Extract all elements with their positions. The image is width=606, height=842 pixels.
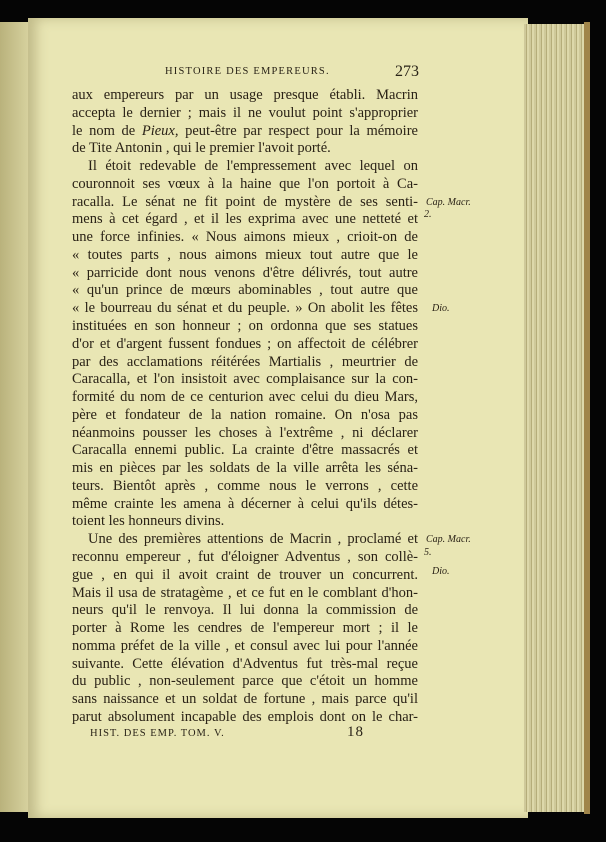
text-line [72,211,418,228]
text-segment: de Tite Antonin , qui le premier l'avoit porté. [72,140,331,157]
text-segment: toient les honneurs divins. [72,513,225,530]
text-line [72,300,418,317]
text-line [72,87,418,104]
text-segment: « le bourreau du sénat et du peuple. » On abolit les fêtes [72,300,418,317]
text-segment: parut absolument incapable des emplois dont on le char- [72,708,418,725]
margin-note: Dio. [432,303,450,315]
text-line [72,282,418,299]
margin-note: Cap. Macr. [426,196,471,208]
text-line [72,460,418,477]
text-segment: « qu'un prince de mœurs abominables , tout autre que [72,282,418,299]
italic-text: Pieux, [141,122,179,139]
previous-page-edge [0,22,30,812]
text-line [72,656,418,673]
text-line [72,354,418,371]
text-segment: mis en pièces par les soldats de la ville arrêta les séna- [72,460,418,477]
text-segment: accepta le dernier ; mais il ne voulut point s'approprier [72,104,418,121]
text-segment: Caracalla, et l'on insistoit avec complaisance sur la con- [72,371,418,388]
text-line [72,247,418,264]
margin-note: 5. [424,547,432,559]
text-segment: père et fondateur de la nation romaine. On n'osa pas [72,406,418,423]
text-segment: néanmoins pousser les choses à l'extrême , ni déclarer [72,424,418,441]
margin-note: Dio. [432,565,450,577]
text-segment: une force infinies. « Nous aimons mieux , crioit-on de [72,229,418,246]
text-line [72,496,418,513]
text-segment: instituées en son honneur ; on ordonna que ses statues [72,318,418,334]
text-segment: Caracalla ennemi public. La crainte d'être massacrés et [72,442,418,459]
page-number: 273 [395,63,419,80]
text-line [72,407,418,424]
text-line [72,691,418,708]
text-line [72,336,418,353]
text-line [72,105,418,122]
text-segment: du public , non-seulement parce que c'étoit un homme [72,673,418,690]
text-segment: mens à cet égard , et il les exprima avec une netteté et [72,211,418,228]
text-segment: teurs. Bientôt après , comme nous le verrons , cette [72,477,418,494]
sheet-number: 18 [347,724,364,740]
text-segment: reconnu empereur , fut d'éloigner Adventus , son collè- [72,549,418,566]
text-segment: Une des premières attentions de Macrin , proclamé et [88,531,418,548]
running-head: HISTOIRE DES EMPEREURS. [165,66,330,77]
text-line [72,620,418,637]
text-segment: nomma préfet de la ville , et consul avec lui pour l'année [72,637,418,654]
text-segment: formité du nom de ce centurion avec celui du dieu Mars, [72,389,418,406]
text-line [72,318,418,335]
text-segment: Mais il usa de stratagème , et ce fut en le comblant d'hon- [72,584,418,601]
text-segment: couronnoit ses vœux à la haine que l'on portoit à Ca- [72,175,418,192]
text-line [72,585,418,602]
text-line [72,265,418,282]
text-line [88,158,418,175]
footer-signature: HIST. DES EMP. TOM. V. [90,728,225,739]
text-line [72,194,418,211]
text-line [72,229,418,246]
text-line [72,567,418,584]
text-segment: suivante. Cette élévation d'Adventus fut très-mal reçue [72,655,418,672]
text-line [88,531,418,548]
text-line [72,123,418,140]
margin-note: 2. [424,209,432,221]
book-cover-edge [584,22,590,814]
text-line [72,425,418,442]
text-line [72,602,418,619]
text-line [72,478,418,495]
text-segment: aux empereurs par un usage presque établi. Macrin [72,87,418,103]
text-segment: sans naissance et un soldat de fortune , mais parce qu'il [72,691,418,708]
text-segment: « parricide dont nous venons d'être délivrés, tout autre [72,264,418,281]
text-segment: racalla. Le sénat ne fit point de mystère de ses senti- [72,193,418,210]
text-line [72,371,418,388]
text-segment: gue , en qui il avoit craint de trouver un concurrent. [72,566,418,583]
margin-note: Cap. Macr. [426,534,471,546]
text-line [72,549,418,566]
text-line [72,513,418,530]
text-segment: Il étoit redevable de l'empressement avec lequel on [88,158,418,175]
text-line [72,709,418,726]
text-segment: le nom de [72,122,142,139]
text-segment: peut-être par respect pour la mémoire [178,122,418,139]
text-line [72,638,418,655]
text-line [72,673,418,690]
page-edges [524,24,586,812]
text-line [72,389,418,406]
text-segment: « toutes parts , nous aimons mieux tout autre que le [72,246,418,263]
text-line [72,140,418,157]
text-segment: même crainte les amena à décerner à celui qu'ils détes- [72,495,418,512]
text-segment: neurs qu'il le renvoya. Il lui donna la commission de [72,602,418,619]
text-segment: par des acclamations réitérées Martialis , meurtrier de [72,353,418,370]
text-line [72,176,418,193]
text-line [72,442,418,459]
text-segment: porter à Rome les cendres de l'empereur mort ; il le [72,620,418,637]
text-segment: d'or et d'argent fussent fondues ; on affectoit de célébrer [72,335,418,352]
